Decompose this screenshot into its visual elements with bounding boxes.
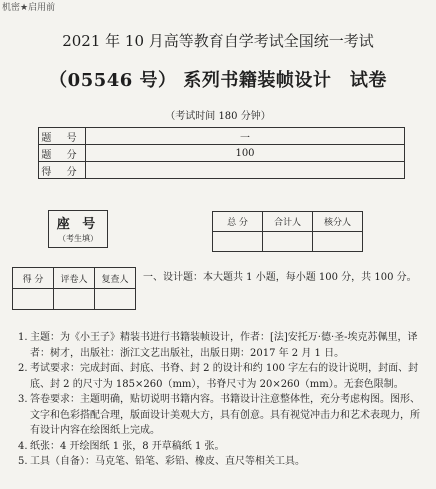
table-row <box>13 289 136 310</box>
question-number-value: 一 <box>86 128 405 145</box>
question-number-label: 题 号 <box>39 128 86 145</box>
seat-number-label: 座 号 <box>56 217 100 232</box>
item-text: 工具（自备）：马克笔、铅笔、彩铅、橡皮、直尺等相关工具。 <box>30 456 305 467</box>
verifier-header: 核分人 <box>313 212 363 232</box>
list-item <box>18 361 422 392</box>
seat-number-note: （考生填） <box>58 234 98 243</box>
grade-header: 得 分 <box>13 268 54 289</box>
grader-table <box>12 267 136 310</box>
item-text: 纸张：4 开绘图纸 1 张，8 开草稿纸 1 张。 <box>30 440 225 452</box>
item-number: 4. <box>18 440 28 452</box>
list-item <box>18 454 422 470</box>
exam-duration: （考试时间 180 分钟） <box>165 111 271 122</box>
list-item <box>18 330 422 361</box>
table-row <box>213 212 363 232</box>
list-item <box>18 439 422 455</box>
obtained-score-cell[interactable] <box>86 162 405 179</box>
grader-header: 评卷人 <box>54 268 95 289</box>
table-row <box>13 268 136 289</box>
instructions-list <box>18 330 422 470</box>
item-number: 1. <box>18 332 28 343</box>
exam-title: 2021 年 10 月高等教育自学考试全国统一考试 <box>62 32 374 50</box>
grade-cell[interactable] <box>13 289 54 310</box>
table-row <box>39 162 405 179</box>
item-text: 考试要求：完成封面、封底、书脊、封 2 的设计和约 100 字左右的设计说明，封面、封底、封 2 的尺寸为 185×260（mm），书脊尺寸为 20×260（mm）。无套色限制。 <box>30 363 419 390</box>
item-text: 答卷要求：主题明确，贴切说明书籍内容。书籍设计注意整体性，充分考虑构图。图形、文字和色彩搭配合理，版面设计美观大方，具有创意。具有视觉冲击力和艺术表现力，所有设计内容在绘图纸上完成。 <box>30 394 420 436</box>
obtained-score-label: 得 分 <box>39 162 86 179</box>
item-text: 主题：为《小王子》精装书进行书籍装帧设计，作者：[法]安托万·德·圣-埃克苏佩里，译者：树才，出版社：浙江文艺出版社，出版日期：2017 年 2 月 1 日。 <box>30 332 418 359</box>
subtotal-person-cell[interactable] <box>263 232 313 252</box>
list-item <box>18 392 422 439</box>
subtotal-person-header: 合计人 <box>263 212 313 232</box>
grader-cell[interactable] <box>54 289 95 310</box>
confidential-mark: 机密★启用前 <box>2 3 56 13</box>
reviewer-header: 复查人 <box>95 268 136 289</box>
reviewer-cell[interactable] <box>95 289 136 310</box>
table-row <box>39 128 405 145</box>
table-row <box>213 232 363 252</box>
total-score-header: 总 分 <box>213 212 263 232</box>
section-heading: 一、设计题：本大题共 1 小题，每小题 100 分，共 100 分。 <box>143 272 417 283</box>
verifier-cell[interactable] <box>313 232 363 252</box>
total-score-cell[interactable] <box>213 232 263 252</box>
score-table <box>38 127 405 179</box>
question-score-value: 100 <box>86 145 405 162</box>
paper-subtitle: （05546 号） 系列书籍装帧设计 试卷 <box>49 70 387 91</box>
seat-number-box[interactable] <box>48 210 108 248</box>
item-number: 3. <box>18 394 28 405</box>
summary-table <box>212 211 363 252</box>
item-number: 2. <box>18 363 28 374</box>
table-row <box>39 145 405 162</box>
item-number: 5. <box>18 456 28 467</box>
question-score-label: 题 分 <box>39 145 86 162</box>
